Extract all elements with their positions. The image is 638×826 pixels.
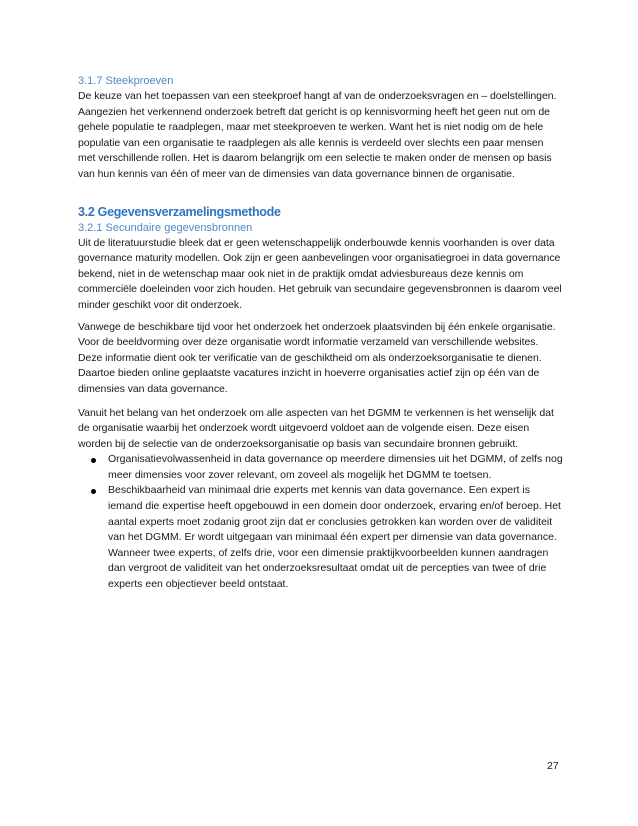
section-heading-3-2: 3.2 Gegevensverzamelingsmethode: [78, 204, 281, 219]
bullet-icon: [91, 458, 96, 463]
list-item: [78, 483, 563, 592]
paragraph-literatuurstudie: Uit de literatuurstudie bleek dat er geen wetenschappelijk onderbouwde kennis voorhanden is over data governance maturity modellen. Ook zijn er geen aanbevelingen voor organisatiegroei in data governance bekend, niet in de wetenschap maar ook niet in de praktijk omdat adviesbureaus deze kennis om commerciële doeleinden voor zich houden. Het gebruik van secundaire gegevensbronnen is daarom veel minder geschikt voor dit onderzoek.: [78, 236, 562, 311]
paragraph-beschikbare-tijd: Vanwege de beschikbare tijd voor het onderzoek het onderzoek plaatsvinden bij één enkele organisatie. Voor de beeldvorming over deze organisatie wordt informatie verzameld van verschillende websites. Deze informatie dient ook ter verificatie van de geschiktheid om als onderzoeksorganisatie te dienen. Daartoe bieden online geplaatste vacatures inzicht in hoeverre organisaties actief zijn op één van de dimensies van data governance.: [78, 320, 556, 395]
list-item-text: Beschikbaarheid van minimaal drie experts met kennis van data governance. Een expert is iemand die expertise heeft opgebouwd in een domein door onderzoek, ervaring en/of beroep. Het aantal experts moet zodanig groot zijn dat er conclusies getrokken kan worden over de validiteit van het DGMM. Er wordt uitgegaan van minimaal één expert per dimensie van data governance. Wanneer twee experts, of zelfs drie, voor een dimensie praktijkvoorbeelden kunnen aandragen dan vergroot de validiteit van het onderzoeksresultaat omdat uit de percepties van twee of drie experts een objectiever beeld ontstaat.: [108, 484, 561, 591]
bullet-icon: [91, 489, 96, 494]
section-heading-3-2-1: 3.2.1 Secundaire gegevensbronnen: [78, 221, 253, 234]
section-heading-3-1-7: 3.1.7 Steekproeven: [78, 75, 174, 87]
paragraph-steekproeven: De keuze van het toepassen van een steekproef hangt af van de onderzoeksvragen en – doelstellingen. Aangezien het verkennend onderzoek betreft dat gericht is op kennisvorming heeft het geen nut om de gehele populatie te raadplegen, maar met steekproeven te werken. Want het is niet nodig om de hele populatie van een organisatie te raadplegen als alle kennis is verdeeld over slechts een paar mensen met verschillende rollen. Het is daarom belangrijk om een selectie te maken onder de mensen op basis van hun kennis van één of meer van de dimensies van data governance binnen de organisatie.: [78, 90, 557, 180]
page-number: 27: [547, 760, 559, 772]
requirements-list: [78, 452, 563, 592]
paragraph-belang-onderzoek: Vanuit het belang van het onderzoek om alle aspecten van het DGMM te verkennen is het wenselijk dat de organisatie waarbij het onderzoek wordt uitgevoerd voldoet aan de volgende eisen. Deze eisen worden bij de selectie van de onderzoeksorganisatie op basis van secundaire bronnen gebruikt.: [78, 406, 554, 450]
list-item: [78, 452, 563, 483]
page-content: [78, 74, 563, 593]
list-item-text: Organisatievolwassenheid in data governance op meerdere dimensies uit het DGMM, of zelfs nog meer dimensies voor zover relevant, om zoveel als mogelijk het DGMM te toetsen.: [108, 453, 563, 481]
